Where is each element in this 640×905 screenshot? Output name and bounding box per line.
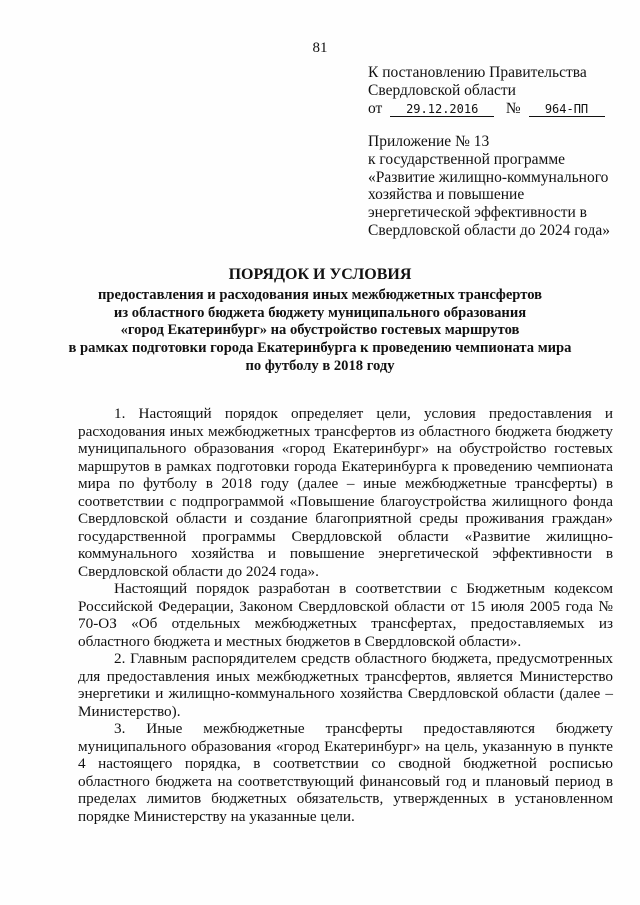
subtitle-line-2: из областного бюджета бюджету муниципального образования (113, 304, 527, 321)
paragraph-4: 3. Иные межбюджетные трансферты предоставляются бюджету муниципального образования «город Екатеринбург» на цель, указанную в пункте 4 настоящего порядка, в соответствии со сводной бюджетной росписью областного бюджета на соответствующий финансовый год и плановый период в пределах лимитов бюджетных обязательств, утвержденных в установленном порядке Министерству на указанные цели. (78, 720, 613, 825)
approval-line-2: Свердловской области (368, 82, 516, 99)
paragraph-1: 1. Настоящий порядок определяет цели, условия предоставления и расходования иных межбюджетных трансфертов из областного бюджета бюджету муниципального образования «город Екатеринбург» на обустройство гостевых маршрутов в рамках подготовки города Екатеринбурга к проведению чемпионата мира по футболу в 2018 году (далее – иные межбюджетные трансферты) в соответствии с подпрограммой «Повышение благоустройства жилищного фонда Свердловской области и создание благоприятной среды проживания граждан» государственной программы Свердловской области «Развитие жилищно-коммунального хозяйства и повышение энергетической эффективности в Свердловской области до 2024 года». (78, 405, 613, 580)
paragraph-2: Настоящий порядок разработан в соответствии с Бюджетным кодексом Российской Федерации, Законом Свердловской области от 15 июля 2005 года № 70-ОЗ «Об отдельных межбюджетных трансфертах, предоставляемых из областного бюджета и местных бюджетов в Свердловской области». (78, 580, 613, 650)
from-label: от (368, 100, 383, 117)
resolution-number: 964-ПП (529, 102, 605, 117)
appendix-line-3: «Развитие жилищно-коммунального (368, 168, 609, 186)
page-number: 81 (312, 40, 328, 56)
subtitle-line-3: «город Екатеринбург» на обустройство гостевых маршрутов (120, 322, 520, 339)
approval-line-1: К постановлению Правительства (368, 64, 587, 81)
subtitle-line-5: по футболу в 2018 году (245, 357, 395, 374)
appendix-block (368, 133, 620, 240)
document-title: ПОРЯДОК И УСЛОВИЯ (228, 266, 412, 283)
appendix-line-4: хозяйства и повышение (368, 186, 525, 204)
number-label: № (505, 100, 521, 117)
document-subtitle (60, 287, 580, 376)
approval-date-line (368, 100, 618, 118)
resolution-date: 29.12.2016 (390, 102, 494, 117)
appendix-line-6: Свердловской области до 2024 года» (368, 221, 610, 239)
document-body (78, 405, 613, 825)
approval-block (368, 64, 618, 118)
paragraph-3: 2. Главным распорядителем средств областного бюджета, предусмотренных для предоставления иных межбюджетных трансфертов, является Министерство энергетики и жилищно-коммунального хозяйства Свердловской области (далее – Министерство). (78, 650, 613, 720)
subtitle-line-4: в рамках подготовки города Екатеринбурга к проведению чемпионата мира (68, 340, 572, 357)
appendix-line-1: Приложение № 13 (368, 133, 490, 150)
subtitle-line-1: предоставления и расходования иных межбюджетных трансфертов (97, 287, 543, 303)
appendix-line-2: к государственной программе (368, 150, 566, 168)
appendix-line-5: энергетической эффективности в (368, 204, 588, 222)
